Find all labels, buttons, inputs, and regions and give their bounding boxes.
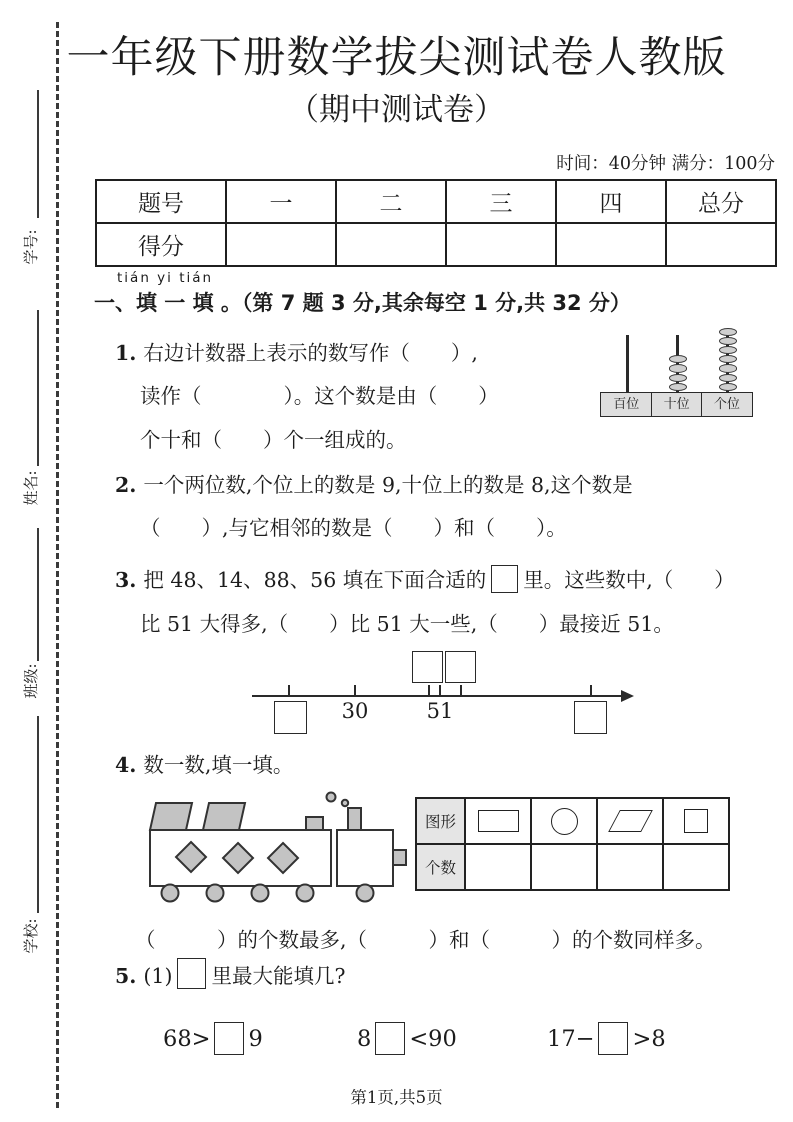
q3-line1-pre: 把 48、14、88、56 填在下面合适的 <box>143 568 487 592</box>
expr3-left: 17− <box>547 1026 595 1052</box>
abacus-base <box>602 392 753 417</box>
score-blank-cell <box>666 223 776 266</box>
q2-line2: （ ）,与它相邻的数是（ ）和（ ）。 <box>140 516 567 540</box>
score-table-cell-part2: 二 <box>336 180 446 223</box>
wheel-circle-icon <box>252 885 269 902</box>
abacus-bead <box>719 328 737 336</box>
wheel-circle-icon <box>207 885 224 902</box>
shape-cell-circle <box>531 798 597 844</box>
shape-count-table <box>415 797 730 891</box>
score-table-cell-part1: 一 <box>226 180 336 223</box>
number-line-tick <box>460 685 462 696</box>
q4-prompt: 数一数,填一填。 <box>143 753 294 777</box>
school-blank-line <box>37 716 39 913</box>
abacus-bead <box>719 383 737 391</box>
shape-table-row-counts <box>416 844 729 890</box>
shape-train-picture <box>128 788 420 920</box>
q1-line1-text: 右边计数器上表示的数写作（ ）, <box>143 341 478 365</box>
score-table-header-row <box>96 180 776 223</box>
number-line-answer-box <box>274 701 307 734</box>
number-line-tick <box>428 685 430 696</box>
expr2-left: 8 <box>357 1026 372 1052</box>
q3-line1-post: 里。这些数中,（ ） <box>523 568 735 592</box>
abacus-bead <box>669 374 687 382</box>
section-pinyin: tián yi tián <box>117 270 214 286</box>
expr3-right: >8 <box>632 1026 666 1052</box>
abacus-label-hundreds: 百位 <box>600 392 652 417</box>
wheel-circle-icon <box>297 885 314 902</box>
abacus-counter <box>598 333 766 419</box>
score-blank-cell <box>556 223 666 266</box>
parallelogram-icon <box>203 803 245 830</box>
q5-prompt: 里最大能填几? <box>211 964 346 988</box>
q5-number: 5. <box>115 964 137 988</box>
shape-table-row-shapes <box>416 798 729 844</box>
q3-line1 <box>115 563 735 593</box>
abacus-bead <box>719 364 737 372</box>
bumper-rect-icon <box>393 850 406 865</box>
abacus-label-tens: 十位 <box>651 392 703 417</box>
score-blank-cell <box>226 223 336 266</box>
section-heading: 一、填 一 填 。（第 7 题 3 分,其余每空 1 分,共 32 分） <box>94 291 631 315</box>
q5-expression-1 <box>163 1022 263 1055</box>
binding-dashed-line <box>56 22 59 1108</box>
smoke-circle-icon <box>327 793 336 802</box>
abacus-bead <box>719 337 737 345</box>
score-table-score-row <box>96 223 776 266</box>
wheel-circle-icon <box>357 885 374 902</box>
q3-number: 3. <box>115 568 137 592</box>
number-line-answer-box <box>412 651 443 683</box>
q2-line1 <box>115 468 633 498</box>
small-rect-icon <box>306 817 323 830</box>
abacus-bead <box>669 364 687 372</box>
abacus-label-ones: 个位 <box>701 392 753 417</box>
expr2-right: <90 <box>409 1026 457 1052</box>
q3-answer-box <box>491 565 518 593</box>
shape-cell-rectangle <box>465 798 531 844</box>
name-label: 姓名: <box>22 470 40 506</box>
expr1-left: 68> <box>163 1026 211 1052</box>
shape-cell-parallelogram <box>597 798 663 844</box>
number-line-axis <box>252 695 624 697</box>
number-line <box>252 646 642 741</box>
q5-expression-2 <box>357 1022 457 1055</box>
number-line-answer-box <box>574 701 607 734</box>
shape-table-label-counts: 个数 <box>416 844 465 890</box>
score-table-cell-score-label: 得分 <box>96 223 226 266</box>
number-line-label-51: 51 <box>426 699 454 723</box>
abacus-bead <box>719 346 737 354</box>
square-icon <box>684 809 708 833</box>
q2-number: 2. <box>115 473 137 497</box>
score-table-cell-part3: 三 <box>446 180 556 223</box>
parallelogram-icon <box>608 810 653 832</box>
number-line-tick <box>439 685 441 696</box>
count-blank-cell <box>663 844 729 890</box>
q4-answer-line: （ ）的个数最多,（ ）和（ ）的个数同样多。 <box>135 928 716 952</box>
number-line-tick <box>590 685 592 696</box>
circle-icon <box>551 808 578 835</box>
expr3-answer-box <box>598 1022 628 1055</box>
expr2-answer-box <box>375 1022 405 1055</box>
time-and-score-info: 时间：40分钟 满分：100分 <box>556 154 775 174</box>
score-table-cell-total: 总分 <box>666 180 776 223</box>
parallelogram-icon <box>150 803 192 830</box>
abacus-rod-hundreds <box>626 335 629 392</box>
q2-line1-text: 一个两位数,个位上的数是 9,十位上的数是 8,这个数是 <box>143 473 633 497</box>
q5-expression-3 <box>547 1022 666 1055</box>
count-blank-cell <box>597 844 663 890</box>
name-blank-line <box>37 310 39 466</box>
abacus-bead <box>719 374 737 382</box>
shape-cell-square <box>663 798 729 844</box>
page-number-footer: 第1页,共5页 <box>350 1088 443 1107</box>
student-id-label: 学号: <box>22 229 40 265</box>
number-line-arrowhead <box>621 690 634 702</box>
abacus-bead <box>669 383 687 391</box>
rectangle-icon <box>478 810 519 832</box>
q1-line2: 读作（ ）。这个数是由（ ） <box>140 384 499 408</box>
smoke-circle-icon <box>342 800 348 806</box>
q1-number: 1. <box>115 341 137 365</box>
expr1-answer-box <box>214 1022 244 1055</box>
count-blank-cell <box>531 844 597 890</box>
class-blank-line <box>37 528 39 661</box>
abacus-beads-tens <box>669 354 687 391</box>
abacus-beads-ones <box>719 327 737 391</box>
school-label: 学校: <box>22 918 40 954</box>
q4-number: 4. <box>115 753 137 777</box>
q5-line1 <box>115 958 345 989</box>
chimney-rect-icon <box>348 808 361 832</box>
number-line-tick <box>354 685 356 696</box>
expr1-right: 9 <box>248 1026 263 1052</box>
number-line-answer-box <box>445 651 476 683</box>
class-label: 班级: <box>22 663 40 699</box>
wheel-circle-icon <box>162 885 179 902</box>
q1-line1 <box>115 336 478 366</box>
q1-line3: 个十和（ ）个一组成的。 <box>140 428 407 452</box>
train-cab-rect-icon <box>337 830 393 886</box>
q4-line1 <box>115 748 293 778</box>
q5-sub-number: (1) <box>143 964 173 988</box>
number-line-tick <box>288 685 290 696</box>
score-blank-cell <box>336 223 446 266</box>
score-blank-cell <box>446 223 556 266</box>
shape-table-label-shapes: 图形 <box>416 798 465 844</box>
q3-line2: 比 51 大得多,（ ）比 51 大一些,（ ）最接近 51。 <box>140 612 674 636</box>
paper-subtitle: （期中测试卷） <box>288 92 505 128</box>
number-line-label-30: 30 <box>341 699 369 723</box>
count-blank-cell <box>465 844 531 890</box>
score-table <box>95 179 777 267</box>
paper-title: 一年级下册数学拔尖测试卷人教版 <box>66 33 727 83</box>
score-table-cell-part4: 四 <box>556 180 666 223</box>
score-table-cell-question-no: 题号 <box>96 180 226 223</box>
q5-answer-box <box>177 958 206 989</box>
abacus-bead <box>669 355 687 363</box>
abacus-bead <box>719 355 737 363</box>
